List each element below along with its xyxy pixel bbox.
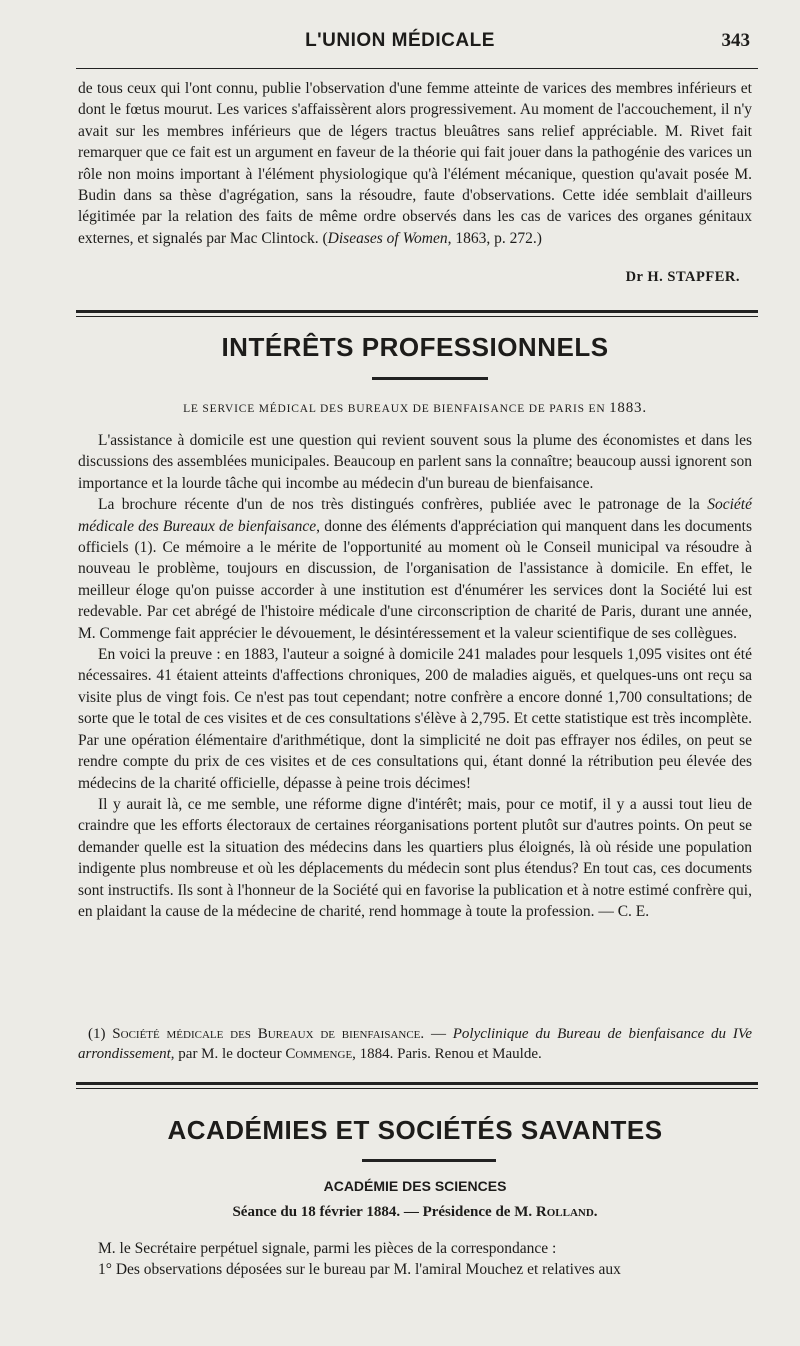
- section2-underline: [362, 1159, 496, 1162]
- footnote-tail: , 1884. Paris. Renou et Maulde.: [352, 1046, 542, 1062]
- footnote-author: Commenge: [285, 1046, 353, 1062]
- academy-paragraph-2: 1° Des observations déposées sur le bureau par M. l'amiral Mouchez et relatives aux: [98, 1261, 621, 1279]
- paragraph-3: En voici la preuve : en 1883, l'auteur a soigné à domicile 241 malades pour lesquels 1,095 visites ont été nécessaires. 41 étaient atteints d'affections chroniques, 200 de maladies aiguës, et quelques-uns ont reçu sa visite plus de vingt fois. Ce n'est pas tout cependant; notre confrère a encore donné 1,700 consultations; de sorte que le total de ces visites et de ces consultations s'élève à 2,795. Et cette statistique est très incomplète. Par une opération élémentaire d'arithmétique, dont la simplicité ne doit pas effrayer nos édiles, on peut se rendre compte du prix de ces visites et de ces consultations qui, étant donné la rétribution peu élevée des médecins de la charité officielle, dépasse à peine trois décimes!: [78, 646, 752, 792]
- society-name: Société médicale des Bureaux de bienfaisance: [78, 496, 752, 535]
- section-title-interets: INTÉRÊTS PROFESSIONNELS: [221, 332, 609, 362]
- paragraph-2: [78, 494, 752, 644]
- paragraph-2-a: La brochure récente d'un de nos très distingués confrères, publiée avec le patronage de la: [98, 496, 708, 514]
- paragraph-4: Il y aurait là, ce me semble, une réforme digne d'intérêt; mais, pour ce motif, il y a aussi tout lieu de craindre que les efforts électoraux de certaines réorganisations portent plutôt sur d'autres points. On peut se demander quelle est la situation des médecins dans les quartiers plus éloignés, là où réside une population indigente plus nombreuse et où les déplacements du médecin sont plus étendus? En tout cas, ces documents sont instructifs. Ils sont à l'honneur de la Société qui en favorise la publication et à notre estimé confrère qui, en plaidant la cause de la médecine de charité, rend hommage à toute la profession. — C. E.: [78, 795, 752, 920]
- footnote-title: Polyclinique du Bureau de bienfaisance du IVe arrondissement: [78, 1026, 752, 1062]
- paragraph-1: L'assistance à domicile est une question qui revient souvent sous la plume des économistes et dans les discussions des assemblées municipales. Beaucoup en parlent sans la connaître; beaucoup aussi ignorent son importance et la lourde tâche qui incombe au médecin d'un bureau de bienfaisance.: [78, 432, 752, 492]
- footnote-dash: . —: [420, 1026, 453, 1042]
- article-paragraph: [78, 78, 752, 249]
- footnote-number: (1): [88, 1026, 113, 1042]
- title-underline: [372, 377, 488, 380]
- section-rule-top-thin: [76, 316, 758, 317]
- section2-rule-top-thin: [76, 1088, 758, 1089]
- seance-prefix: Séance du 18 février 1884. — Présidence de M.: [232, 1204, 536, 1220]
- subtitle-text: LE SERVICE MÉDICAL DES BUREAUX DE BIENFAISANCE DE PARIS EN: [183, 403, 610, 415]
- seance-line: [78, 1204, 752, 1221]
- subtitle-year: 1883.: [609, 400, 647, 416]
- header-rule: [76, 68, 758, 69]
- seance-end: .: [593, 1204, 598, 1220]
- academy-paragraph-1: M. le Secrétaire perpétuel signale, parmi les pièces de la correspondance :: [98, 1240, 557, 1257]
- article-paragraph-text: de tous ceux qui l'ont connu, publie l'observation d'une femme atteinte de varices des membres inférieurs et dont le fœtus mourut. Les varices s'affaissèrent alors progressivement. Au moment de l'accouchement, il n'y avait sur les membres inférieurs que de légers tractus bleuâtres sans relief appréciable. M. Rivet fait remarquer que ce fait est un argument en faveur de la théorie qui fait jouer dans la pathogénie des varices un rôle non moins important à l'élément physiologique qu'à l'élément mécanique, question qu'avait posée M. Budin dans sa thèse d'agrégation, sans la résoudre, faute d'observations. Cette idée semblait d'ailleurs légitimée par la relation des faits de même ordre observés dans les cas de varices des organes génitaux externes, et signalés par Mac Clintock. (: [78, 80, 752, 247]
- section-rule-top: [76, 310, 758, 313]
- seance-president: Rolland: [535, 1204, 594, 1220]
- article-stapfer-text: [78, 78, 752, 249]
- citation-title: Diseases of Women: [327, 229, 448, 247]
- article-bienfaisance-text: [78, 430, 752, 922]
- running-head: [0, 30, 800, 60]
- section2-rule-top: [76, 1082, 758, 1085]
- academy-heading: ACADÉMIE DES SCIENCES: [323, 1178, 507, 1194]
- paragraph-2-b: , donne des éléments d'appréciation qui manquent dans les documents officiels (1). Ce mémoire a le mérite de l'opportunité au moment où le Conseil municipal va résoudre à nouveau le problème, toujours en discussion, de l'organisation de l'assistance à domicile. En effet, le meilleur éloge qu'on puisse accorder à une institution est d'énumérer les services dont la Société lui est redevable. Par cet abrégé de l'histoire médicale d'une circonscription de charité de Paris, durant une année, M. Commenge fait apprécier le dévouement, le désintéressement et la valeur scientifique de ses collègues.: [78, 517, 752, 642]
- citation-tail: , 1863, p. 272.): [447, 229, 542, 247]
- running-title: L'UNION MÉDICALE: [305, 30, 495, 51]
- academy-text: [78, 1238, 752, 1281]
- section-title-academies: ACADÉMIES ET SOCIÉTÉS SAVANTES: [167, 1115, 663, 1145]
- footnote-society: Société médicale des Bureaux de bienfaisance: [112, 1026, 421, 1042]
- page-number: 343: [721, 30, 750, 51]
- article-subtitle: [78, 400, 752, 417]
- footnote: [78, 1024, 752, 1064]
- author-signature: Dr H. STAPFER.: [625, 269, 740, 285]
- footnote-mid: , par M. le docteur: [170, 1046, 286, 1062]
